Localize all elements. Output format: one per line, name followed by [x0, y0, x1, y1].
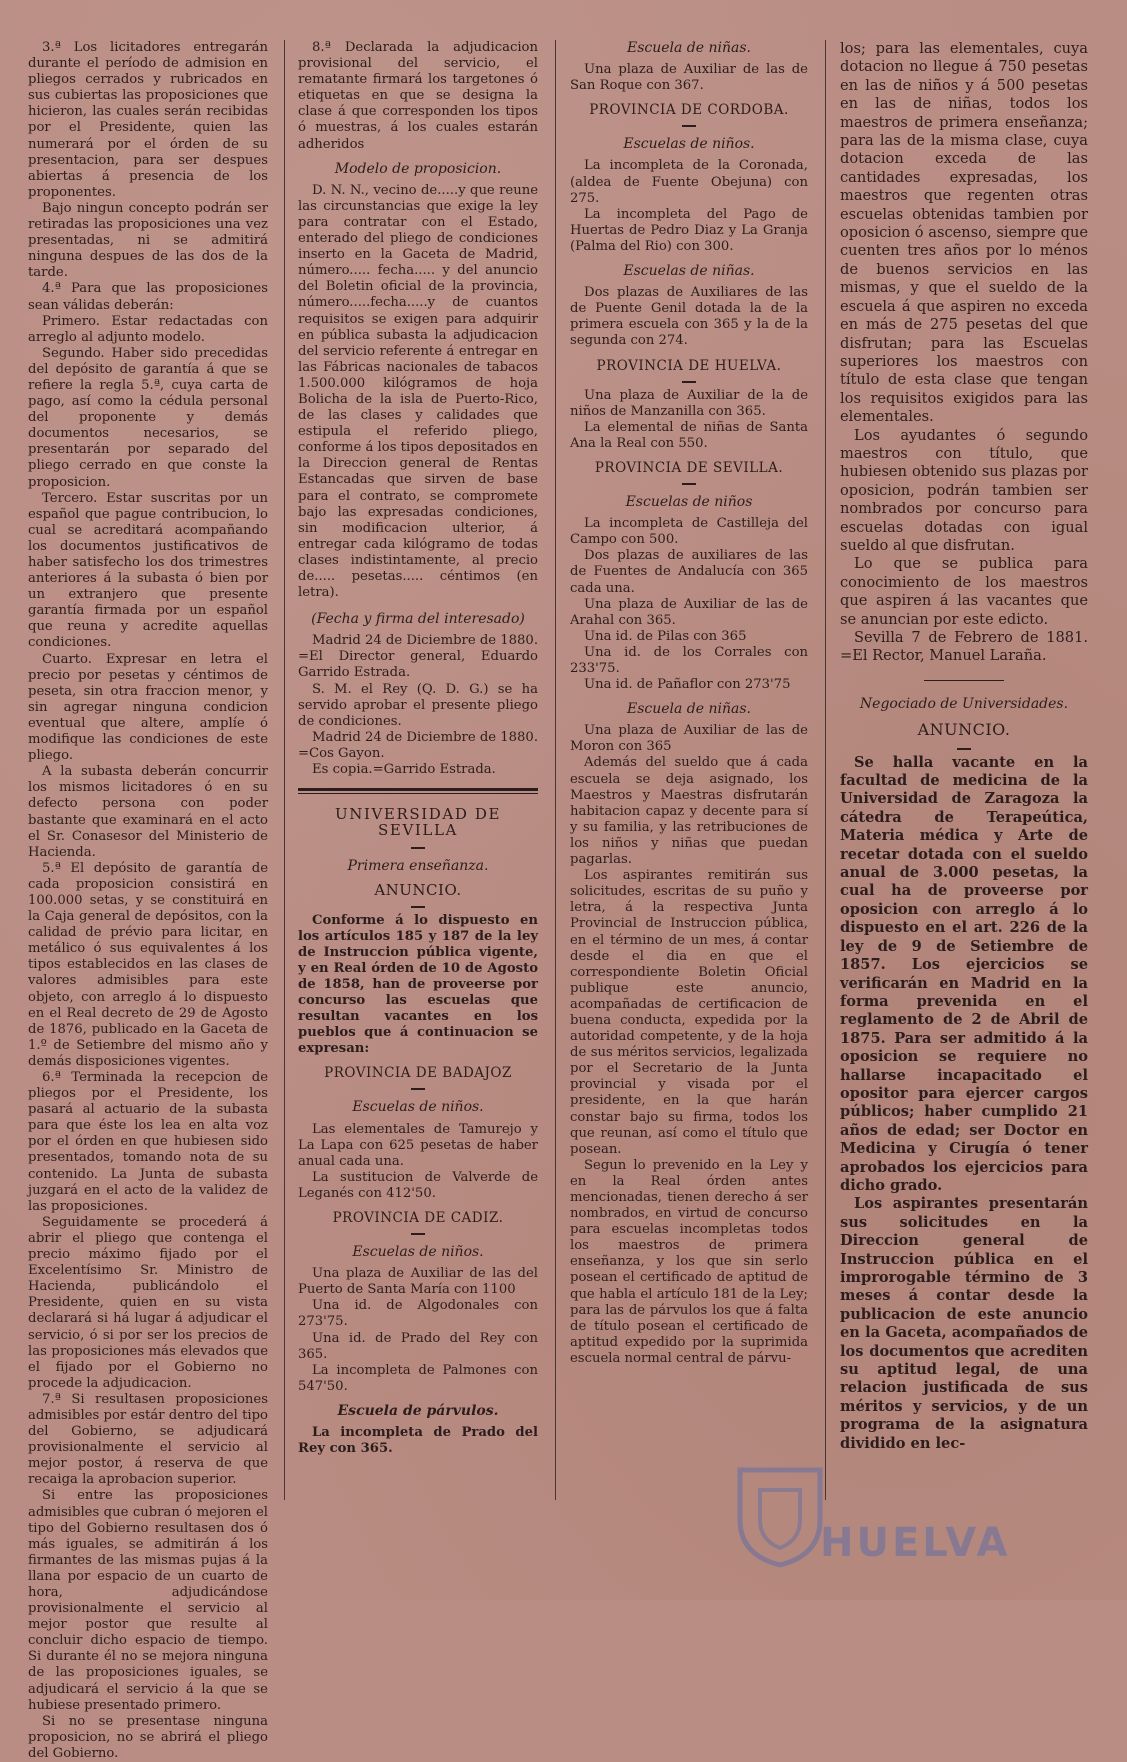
- paragraph: S. M. el Rey (Q. D. G.) se ha servido aprobar el presente pliego de condiciones.: [298, 681, 538, 729]
- paragraph: Es copia.=Garrido Estrada.: [312, 762, 496, 778]
- anuncio-heading: ANUNCIO.: [374, 881, 462, 900]
- province-heading: PROVINCIA DE BADAJOZ: [324, 1065, 512, 1082]
- column-rule: [825, 40, 826, 1500]
- paragraph: Una plaza de Auxiliar de las de Arahal con 365.: [570, 596, 808, 628]
- paragraph: Conforme á lo dispuesto en los artículos 185 y 187 de la ley de Instruccion pública vigente, y en Real órden de 10 de Agosto de 1858, han de proveerse por concurso las escuelas que resultan vacantes en los pueblos que á continuacion se expresan:: [298, 912, 538, 1057]
- column-rule: [284, 40, 285, 1500]
- paragraph: Los ayudantes ó segundo maestros con título, que hubiesen obtenido sus plazas por oposicion, podrán tambien ser nombrados por concurso para escuelas dotadas con igual sueldo al que disfrutan.: [840, 426, 1088, 554]
- paragraph: La incompleta del Pago de Huertas de Pedro Diaz y La Granja (Palma del Rio) con 300.: [570, 206, 808, 254]
- paragraph: D. N. N., vecino de.....y que reune las circunstancias que exige la ley para contratar con el Estado, enterado del pliego de condiciones inserto en la Gaceta de Madrid, número..... fecha..... y del anuncio del Boletin oficial de la provincia, número.....fecha.....y de cuantos requisitos se exigen para adquirir en pública subasta la adjudicacion del servicio referente á entregar en las Fábricas nacionales de tabacos 1.500.000 kilógramos de hoja Bolicha de la isla de Puerto-Rico, de las clases y calidades que estipula el referido pliego, conforme á los tipos depositados en la Direccion general de Rentas Estancadas que sirven de base para el contrato, se compromete bajo las expresadas condiciones, sin modificacion ulterior, á entregar cada kilógramo de todas clases indistintamente, al precio de..... pesetas..... céntimos (en letra).: [298, 182, 538, 601]
- paragraph: Una plaza de Auxiliar de la de niños de Manzanilla con 365.: [570, 387, 808, 419]
- paragraph: Dos plazas de auxiliares de las de Fuentes de Andalucía con 365 cada una.: [570, 548, 808, 596]
- paragraph: Segun lo prevenido en la Ley y en la Real órden antes mencionadas, tienen derecho á ser nombrados, en virtud de concurso para escuelas incompletas todos los maestros de primera enseñanza, y los que sin serlo posean el certificado de aptitud de que habla el artículo 181 de la Ley; para las de párvulos los que á falta de título posean el certificado de aptitud expedido por la suprimida escuela normal central de párvu-: [570, 1157, 808, 1366]
- stamp-text: HUELVA: [820, 1520, 1011, 1566]
- paragraph: La elemental de niñas de Santa Ana la Real con 550.: [570, 419, 808, 451]
- province-heading: PROVINCIA DE HUELVA.: [596, 357, 782, 374]
- paragraph: Lo que se publica para conocimiento de los maestros que aspiren á las vacantes que se anuncian por este edicto.: [840, 555, 1088, 628]
- paragraph: Las elementales de Tamurejo y La Lapa con 625 pesetas de haber anual cada una.: [298, 1121, 538, 1169]
- section-divider: [298, 788, 538, 794]
- paragraph: Una id. de los Corrales con 233'75.: [570, 644, 808, 676]
- section-heading: Escuelas de niños: [625, 494, 753, 511]
- paragraph: Una id. de Algodonales con 273'75.: [298, 1298, 538, 1330]
- paragraph: 6.ª Terminada la recepcion de pliegos por el Presidente, los pasará al actuario de la subasta para que éste los lea en alta voz por el órden en que hubiesen sido presentados, tomando nota de su contenido. La Junta de subasta juzgará en el acto de la validez de las proposiciones.: [28, 1070, 268, 1214]
- paragraph: La sustitucion de Valverde de Leganés con 412'50.: [298, 1169, 538, 1201]
- paragraph: Los aspirantes remitirán sus solicitudes, escritas de su puño y letra, á la respectiva Junta Provincial de Instruccion pública, en el término de un mes, á contar desde el dia en que el correspondiente Boletin Oficial publique este anuncio, acompañadas de certificacion de buena conducta, expedida por la autoridad competente, y de la hoja de sus méritos servicios, legalizada por el Secretario de la Junta provincial y visada por el presidente, en la que harán constar bajo su firma, todos los que reunan, así como el título que posean.: [570, 868, 808, 1157]
- paragraph: Madrid 24 de Diciembre de 1880. =Cos Gayon.: [298, 729, 539, 761]
- paragraph: Tercero. Estar suscritas por un español que pague contribucion, lo cual se acreditará acompañando los documentos justificativos de haber satisfecho los dos trimestres anteriores á la subasta ó bien por un extranjero que presente garantía firmada por un español que reuna y acredite aquellas condiciones.: [28, 490, 268, 651]
- anuncio-heading: ANUNCIO.: [917, 720, 1011, 740]
- province-heading: PROVINCIA DE CORDOBA.: [589, 102, 789, 119]
- dash-divider: [570, 120, 808, 128]
- dash-divider: [298, 901, 538, 909]
- section-heading: Escuelas de niñas.: [623, 263, 755, 280]
- paragraph: Sevilla 7 de Febrero de 1881. =El Rector, Manuel Laraña.: [840, 629, 1088, 665]
- institution-heading: UNIVERSIDAD DE SEVILLA: [335, 805, 501, 840]
- section-heading: Modelo de proposicion.: [334, 160, 502, 177]
- paragraph: 3.ª Los licitadores entregarán durante el período de admision en pliegos cerrados y rubricados en sus cubiertas las proposiciones que hicieron, las cuales serán recibidas por el Presidente, quien las numerará por el órden de su presentacion, para ser despues abiertas á presencia de los proponentes.: [28, 40, 268, 200]
- paragraph: Madrid 24 de Diciembre de 1880. =El Director general, Eduardo Garrido Estrada.: [298, 633, 539, 681]
- section-heading: Negociado de Universidades.: [859, 695, 1069, 712]
- paragraph: Primero. Estar redactadas con arreglo al adjunto modelo.: [28, 313, 268, 345]
- paragraph: La incompleta de Prado del Rey con 365.: [298, 1425, 538, 1457]
- dash-divider: [298, 1228, 538, 1236]
- section-heading: Escuelas de niños.: [352, 1244, 484, 1261]
- paragraph: Seguidamente se procederá á abrir el pliego que contenga el precio máximo fijado por el Excelentísimo Sr. Ministro de Hacienda, publicándolo el Presidente, quien en su vista declarará si há lugar á adjudicar el servicio, ó si por ser los precios de las proposiciones más elevados que el fijado por el Gobierno no procede la adjudicacion.: [28, 1214, 268, 1391]
- section-heading: Escuela de niñas.: [626, 40, 751, 56]
- paragraph: los; para las elementales, cuya dotacion no llegue á 750 pesetas en las de niños y á 500 pesetas en las de niñas, todos los maestros de primera enseñanza; para las de la misma clase, cuya dotacion exceda de las cantidades expresadas, los maestros que regenten otras escuelas obtenidas tambien por oposicion ó ascenso, siempre que cuenten tres años por lo ménos de buenos servicios en las mismas, y que el sueldo de la escuela á que aspiren no exceda en más de 275 pesetas del que disfrutan; para las Escuelas superiores los maestros con título de esta clase que tengan los requisitos exigidos para las elementales.: [840, 40, 1088, 426]
- dash-divider: [298, 842, 538, 850]
- paragraph: La incompleta de Palmones con 547'50.: [298, 1362, 538, 1394]
- paragraph: La incompleta de la Coronada, (aldea de Fuente Obejuna) con 275.: [570, 158, 808, 206]
- section-divider: [924, 680, 1004, 681]
- column-2: [298, 40, 538, 1457]
- paragraph: Una plaza de Auxiliar de las de San Roque con 367.: [570, 62, 808, 94]
- section-heading: Escuelas de niños.: [352, 1099, 484, 1116]
- paragraph: Una plaza de Auxiliar de las del Puerto de Santa María con 1100: [298, 1266, 538, 1298]
- paragraph: Una id. de Prado del Rey con 365.: [298, 1330, 538, 1362]
- province-heading: PROVINCIA DE CADIZ.: [332, 1210, 504, 1226]
- paragraph: Una id. de Pilas con 365: [584, 628, 747, 644]
- dash-divider: [840, 742, 1088, 750]
- paragraph: Una plaza de Auxiliar de las de Moron con 365: [570, 723, 808, 755]
- paragraph: Cuarto. Expresar en letra el precio por pesetas y céntimos de peseta, sin otra fraccion menor, y sin agregar ninguna condicion eventual que altere, amplíe ó modifique las condiciones de este pliego.: [28, 651, 268, 764]
- paragraph: Segundo. Haber sido precedidas del depósito de garantía á que se refiere la regla 5.ª, cuya carta de pago, así como la cédula personal del proponente y demás documentos necesarios, se presentarán por separado del pliego cerrado en que conste la proposicion.: [28, 345, 268, 490]
- paragraph: 5.ª El depósito de garantía de cada proposicion consistirá en 100.000 setas, y se constituirá en la Caja general de depósitos, con la calidad de prévio para licitar, en metálico ó sus equivalentes á los tipos establecidos en las clases de valores admisibles para este objeto, con arreglo á lo dispuesto en el Real decreto de 29 de Agosto de 1876, publicado en la Gaceta de 1.º de Setiembre del mismo año y demás disposiciones vigentes.: [28, 860, 268, 1069]
- paragraph: 8.ª Declarada la adjudicacion provisional del servicio, el rematante firmará los targetones ó etiquetas en que se designa la clase á que corresponden los tipos ó muestras, á los cuales estarán adheridos: [298, 40, 538, 152]
- paragraph: Si no se presentase ninguna proposicion, no se abrirá el pliego del Gobierno.: [28, 1713, 268, 1761]
- paragraph: Bajo ningun concepto podrán ser retiradas las proposiciones una vez presentadas, ni se admitirá ninguna despues de las dos de la tarde.: [28, 200, 268, 281]
- column-4: [840, 40, 1088, 1453]
- signature-line: (Fecha y firma del interesado): [311, 611, 525, 628]
- paragraph: Si entre las proposiciones admisibles que cubran ó mejoren el tipo del Gobierno resultasen dos ó más iguales, se admitirán á los firmantes de las mismas pujas á la llana por espacio de un cuarto de hora, adjudicándose provisionalmente el servicio al mejor postor que resulte al concluir dicho espacio de tiempo. Si durante él no se mejora ninguna de las proposiciones iguales, se adjudicará el servicio á la que se hubiese presentado primero.: [28, 1488, 268, 1713]
- paragraph: 7.ª Si resultasen proposiciones admisibles por estár dentro del tipo del Gobierno, se adjudicará provisionalmente el servicio al mejor postor, á reserva de que recaiga la aprobacion superior.: [28, 1391, 268, 1488]
- paragraph: A la subasta deberán concurrir los mismos licitadores ó en su defecto persona con poder bastante que examinará en el acto el Sr. Conasesor del Ministerio de Hacienda.: [28, 764, 268, 860]
- paragraph: 4.ª Para que las proposiciones sean válidas deberán:: [28, 281, 268, 313]
- province-heading: PROVINCIA DE SEVILLA.: [594, 459, 784, 476]
- section-heading: Escuela de párvulos.: [337, 1402, 499, 1419]
- section-heading: Escuela de niñas.: [626, 701, 751, 718]
- watermark-stamp: [720, 1400, 1010, 1570]
- section-heading: Escuelas de niños.: [623, 136, 755, 153]
- paragraph: Además del sueldo que á cada escuela se deja asignado, los Maestros y Maestras disfrutarán habitacion capaz y decente para sí y su familia, y las retribuciones de los niños y niñas que puedan pagarlas.: [570, 755, 808, 868]
- dash-divider: [570, 376, 808, 384]
- paragraph: La incompleta de Castilleja del Campo con 500.: [570, 516, 808, 548]
- paragraph: Los aspirantes presentarán sus solicitudes en la Direccion general de Instruccion pública en el improrogable término de 3 meses á contar desde la publicacion de este anuncio en la Gaceta, acompañados de los documentos que acrediten su aptitud legal, de una relacion justificada de sus méritos y servicios, y de un programa de la asignatura dividido en lec-: [840, 1195, 1088, 1452]
- dash-divider: [570, 478, 808, 486]
- paragraph: Se halla vacante en la facultad de medicina de la Universidad de Zaragoza la cátedra de Terapeútica, Materia médica y Arte de recetar dotada con el sueldo anual de 3.000 pesetas, la cual ha de proveerse por oposicion con arreglo á lo dispuesto en el art. 226 de la ley de 9 de Setiembre de 1857. Los ejercicios se verificarán en Madrid en la forma prevenida en el reglamento de 2 de Abril de 1875. Para ser admitido á la oposicion se requiere no hallarse incapacitado el opositor para ejercer cargos públicos; haber cumplido 21 años de edad; ser Doctor en Medicina y Cirugía ó tener aprobados los ejercicios para dicho grado.: [840, 753, 1088, 1194]
- column-3: [570, 40, 808, 1367]
- column-rule: [555, 40, 556, 1500]
- section-heading: Primera enseñanza.: [347, 858, 489, 875]
- column-1: [28, 40, 268, 1762]
- dash-divider: [298, 1083, 538, 1091]
- paragraph: Dos plazas de Auxiliares de las de Puente Genil dotada la de la primera escuela con 365 y la de la segunda con 274.: [570, 285, 808, 349]
- paragraph: Una id. de Pañaflor con 273'75: [584, 677, 791, 693]
